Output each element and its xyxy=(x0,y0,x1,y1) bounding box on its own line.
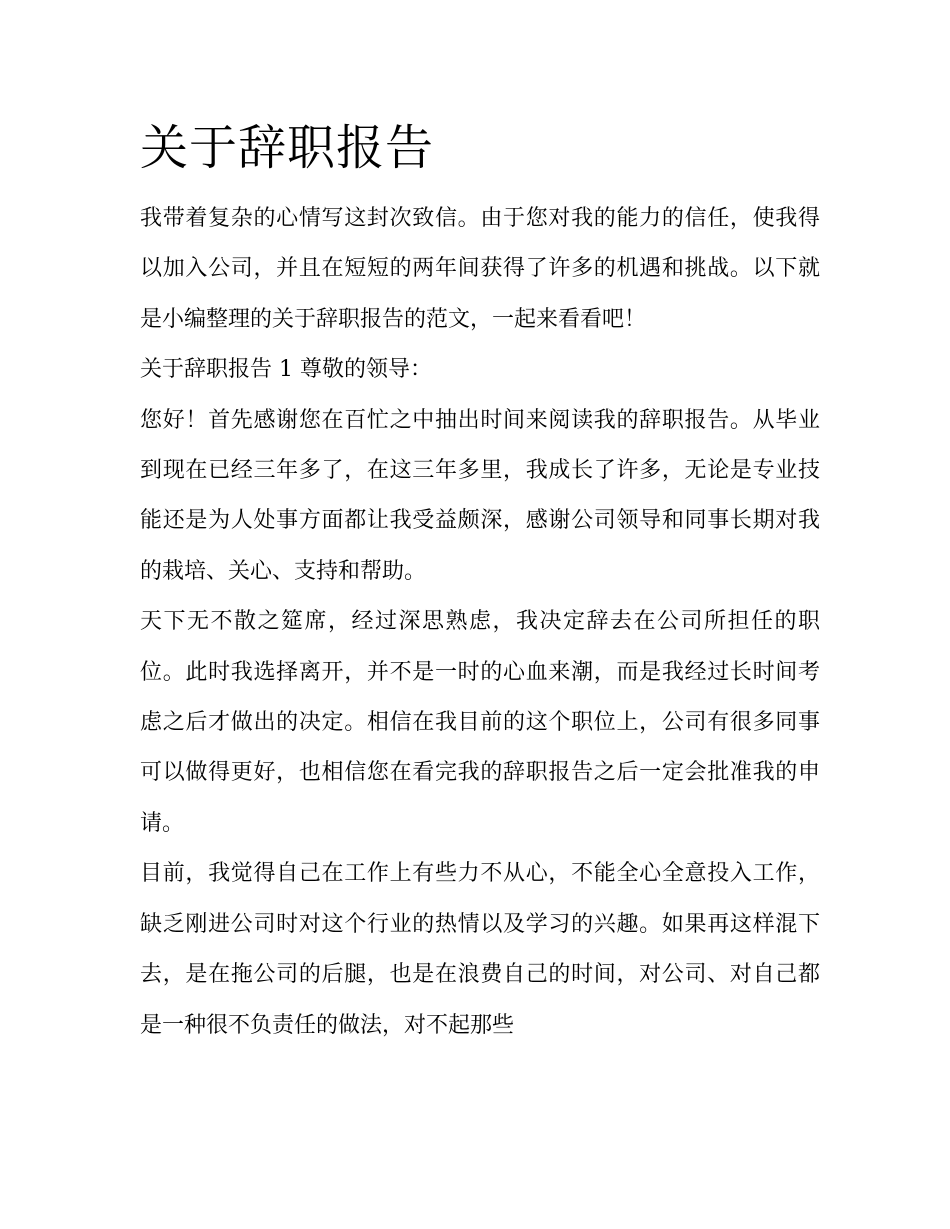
paragraph-greeting: 您好！首先感谢您在百忙之中抽出时间来阅读我的辞职报告。从毕业到现在已经三年多了，在这三年多里，我成长了许多，无论是专业技能还是为人处事方面都让我受益颇深，感谢公司领导和同事长期对我的栽培、关心、支持和帮助。 xyxy=(140,407,820,584)
paragraph-reason: 目前，我觉得自己在工作上有些力不从心，不能全心全意投入工作，缺乏刚进公司时对这个行业的热情以及学习的兴趣。如果再这样混下去，是在拖公司的后腿，也是在浪费自己的时间，对公司、对自己都是一种很不负责任的做法，对不起那些 xyxy=(140,861,820,1038)
document-page xyxy=(140,112,820,1051)
paragraph-intro: 我带着复杂的心情写这封次致信。由于您对我的能力的信任，使我得以加入公司，并且在短短的两年间获得了许多的机遇和挑战。以下就是小编整理的关于辞职报告的范文，一起来看看吧！ xyxy=(140,206,820,332)
page-title: 关于辞职报告 xyxy=(140,120,435,176)
paragraph-salutation: 关于辞职报告 1 尊敬的领导： xyxy=(140,357,432,383)
paragraph-decision: 天下无不散之筵席，经过深思熟虑，我决定辞去在公司所担任的职位。此时我选择离开，并不是一时的心血来潮，而是我经过长时间考虑之后才做出的决定。相信在我目前的这个职位上，公司有很多同事可以做得更好，也相信您在看完我的辞职报告之后一定会批准我的申请。 xyxy=(140,609,820,836)
